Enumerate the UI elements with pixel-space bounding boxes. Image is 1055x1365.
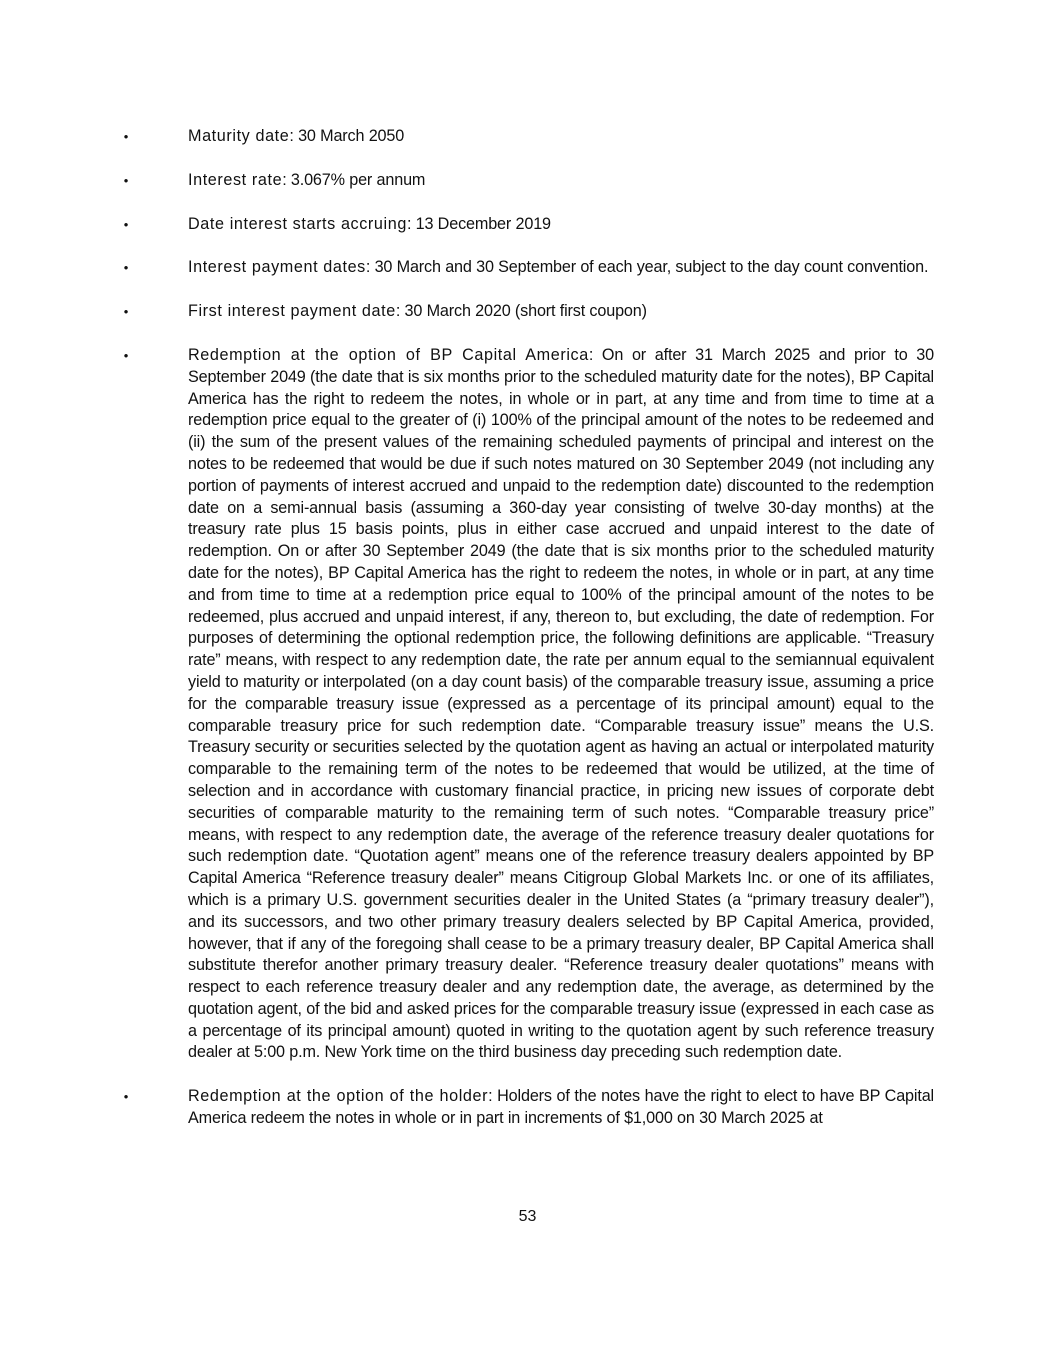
item-term: Interest rate <box>188 170 283 189</box>
bullet-icon: • <box>123 347 129 363</box>
item-term: Date interest starts accruing <box>188 214 407 233</box>
item-term: Maturity date <box>188 127 290 145</box>
bullet-item-maturity-date <box>118 126 934 148</box>
item-text: : 3.067% per annum <box>282 170 426 189</box>
bullet-icon: • <box>123 216 129 232</box>
item-text: : On or after 31 March 2025 and prior to 30 September 2049 (the date that is six months prior to the scheduled maturity date for the notes), BP Capital America has the right to redeem the notes, in whole or in part, at any time and from time to time at a redemption price equal to the greater of (i) 100% of the principal amount of the notes to be redeemed and (ii) the sum of the present values of the remaining scheduled payments of principal and interest on the notes to be redeemed that would be due if such notes matured on 30 September 2049 (not including any portion of payments of interest accrued and unpaid to the redemption date) discounted to the redemption date on a semi-annual basis (assuming a 360-day year consisting of twelve 30-day months) at the treasury rate plus 15 basis points, plus in either case accrued and unpaid interest to the date of redemption. On or after 30 September 2049 (the date that is six months prior to the scheduled maturity date for the notes), BP Capital America has the right to redeem the notes, in whole or in part, at any time and from time to time at a redemption price equal to 100% of the principal amount of the notes to be redeemed, plus accrued and unpaid interest, if any, thereon to, but excluding, the date of redemption. For purposes of determining the optional redemption price, the following definitions are applicable. “Treasury rate” means, with respect to any redemption date, the rate per annum equal to the semiannual equivalent yield to maturity or interpolated (on a day count basis) of the comparable treasury issue, assuming a price for the comparable treasury issue (expressed as a percentage of its principal amount) equal to the comparable treasury price for such redemption date. “Comparable treasury issue” means the U.S. Treasury security or securities selected by the quotation agent as having an actual or interpolated maturity comparable to the remaining term of the notes to be redeemed that would be utilized, at the time of selection and in accordance with customary financial practice, in pricing new issues of corporate debt securities of comparable maturity to the remaining term of such notes. “Comparable treasury price” means, with respect to any redemption date, the average of the reference treasury dealer quotations for such redemption date. “Quotation agent” means one of the reference treasury dealers appointed by BP Capital America “Reference treasury dealer” means Citigroup Global Markets Inc. or one of its affiliates, which is a primary U.S. government securities dealer in the United States (a “primary treasury dealer”), and its successors, and two other primary treasury dealers selected by BP Capital America, provided, however, that if any of the foregoing shall cease to be a primary treasury dealer, BP Capital America shall substitute therefor another primary treasury dealer. “Reference treasury dealer quotations” means with respect to each reference treasury dealer and any redemption date, the average, as determined by the quotation agent, of the bid and asked prices for the comparable treasury issue (expressed in each case as a percentage of its principal amount) quoted in writing to the quotation agent by such reference treasury dealer at 5:00 p.m. New York time on the third business day preceding such redemption date. <box>188 345 934 1062</box>
item-text: : 30 March and 30 September of each year, subject to the day count convention. <box>365 258 929 277</box>
bullet-item-first-payment-date <box>118 301 934 323</box>
terms-bullet-list <box>118 126 934 1130</box>
item-term: Interest payment dates <box>188 258 366 277</box>
item-term: Redemption at the option of BP Capital America <box>188 345 589 364</box>
item-term: First interest payment date <box>188 302 396 321</box>
bullet-icon: • <box>123 304 129 320</box>
item-term: Redemption at the option of the holder <box>188 1087 489 1106</box>
item-text: : 30 March 2020 (short first coupon) <box>395 302 647 321</box>
bullet-item-issuer-redemption <box>118 345 934 1064</box>
bullet-item-interest-payment-dates <box>118 257 934 279</box>
item-text: : Holders of the notes have the right to elect to have BP Capital America redeem the notes in whole or in part in increments of $1,000 on 30 March 2025 at <box>188 1087 934 1128</box>
item-text: : 30 March 2050 <box>289 127 405 145</box>
bullet-item-accrual-start <box>118 214 934 236</box>
bullet-item-interest-rate <box>118 170 934 192</box>
item-text: : 13 December 2019 <box>406 214 551 233</box>
bullet-icon: • <box>123 260 129 276</box>
bullet-item-holder-redemption <box>118 1086 934 1130</box>
bullet-icon: • <box>123 172 129 188</box>
bullet-icon: • <box>123 129 129 144</box>
bullet-icon: • <box>123 1089 129 1105</box>
page-number: 53 <box>518 1208 537 1225</box>
